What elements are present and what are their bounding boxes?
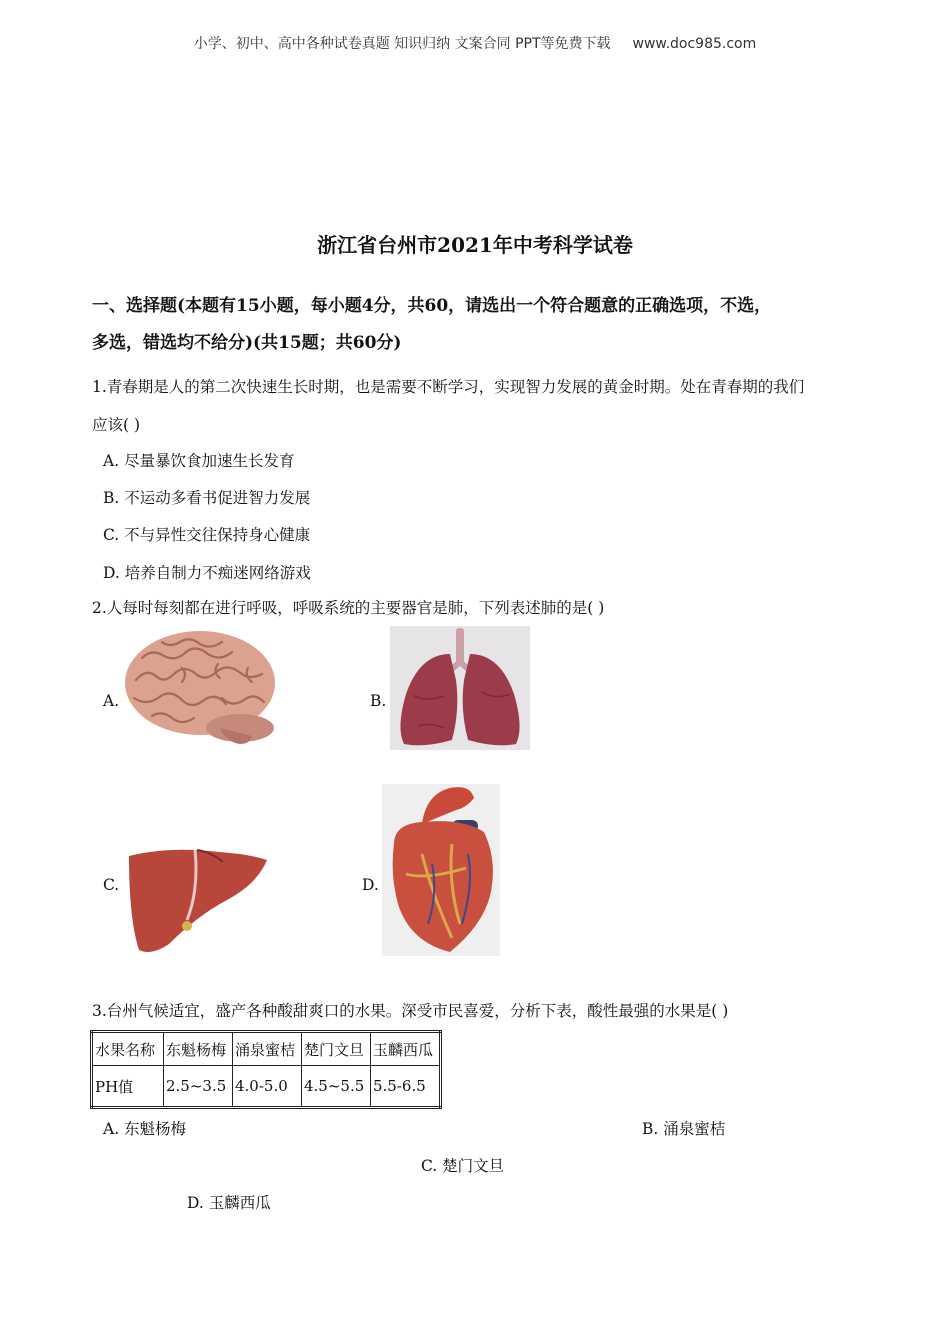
- section-heading-line1: 一、选择题(本题有15小题，每小题4分，共60，请选出一个符合题意的正确选项，不选，: [92, 296, 772, 316]
- brain-image: [122, 628, 280, 748]
- table-header-cell: 东魁杨梅: [164, 1032, 233, 1066]
- q1-option-c: C. 不与异性交往保持身心健康: [103, 526, 311, 544]
- q3-option-b: B. 涌泉蜜桔: [642, 1120, 726, 1138]
- exam-title: 浙江省台州市2021年中考科学试卷: [317, 233, 633, 257]
- table-header-cell: 玉麟西瓜: [371, 1032, 441, 1066]
- q1-stem-line2: 应该( ): [92, 416, 141, 434]
- table-cell: 5.5-6.5: [371, 1066, 441, 1108]
- section-heading-line2: 多选，错选均不给分)(共15题；共60分): [92, 333, 402, 353]
- q2-label-b: B.: [370, 692, 387, 710]
- q3-option-d: D. 玉麟西瓜: [187, 1194, 271, 1212]
- q3-option-c: C. 楚门文旦: [421, 1157, 505, 1175]
- liver-image: [125, 842, 270, 954]
- table-cell: PH值: [92, 1066, 164, 1108]
- q1-option-b: B. 不运动多看书促进智力发展: [103, 489, 311, 507]
- table-header-cell: 水果名称: [92, 1032, 164, 1066]
- q3-option-a: A. 东魁杨梅: [103, 1120, 187, 1138]
- header-site[interactable]: www.doc985.com: [632, 36, 757, 52]
- table-cell: 4.5~5.5: [302, 1066, 371, 1108]
- heart-image: [382, 784, 500, 956]
- q1-option-a: A. 尽量暴饮食加速生长发育: [103, 452, 295, 470]
- ph-table: [90, 1030, 442, 1109]
- table-cell: 2.5~3.5: [164, 1066, 233, 1108]
- table-header-cell: 涌泉蜜桔: [233, 1032, 302, 1066]
- q1-option-d: D. 培养自制力不痴迷网络游戏: [103, 564, 311, 582]
- page-header: [0, 33, 950, 53]
- table-header-cell: 楚门文旦: [302, 1032, 371, 1066]
- header-text: 小学、初中、高中各种试卷真题 知识归纳 文案合同 PPT等免费下载: [193, 36, 611, 52]
- q1-stem-line1: 1.青春期是人的第二次快速生长时期，也是需要不断学习，实现智力发展的黄金时期。处在青春期的我们: [92, 378, 805, 396]
- q3-stem: 3.台州气候适宜，盛产各种酸甜爽口的水果。深受市民喜爱，分析下表，酸性最强的水果是( ): [92, 1002, 729, 1020]
- q2-label-c: C.: [103, 876, 120, 894]
- q2-label-d: D.: [362, 876, 379, 894]
- q2-stem: 2.人每时每刻都在进行呼吸，呼吸系统的主要器官是肺，下列表述肺的是( ): [92, 599, 605, 617]
- table-cell: 4.0-5.0: [233, 1066, 302, 1108]
- lungs-image: [390, 626, 530, 750]
- q2-label-a: A.: [103, 692, 120, 710]
